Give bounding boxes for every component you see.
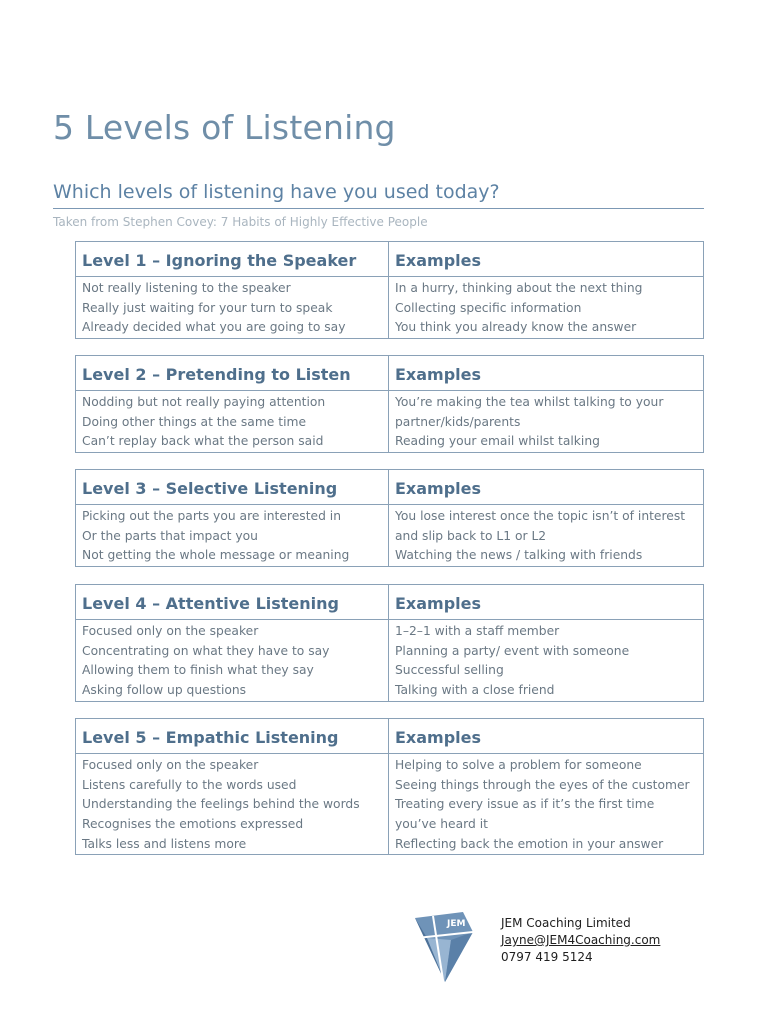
contact-block — [501, 915, 660, 966]
source-note: Taken from Stephen Covey: 7 Habits of Highly Effective People — [53, 215, 428, 229]
logo-text: JEM — [447, 919, 466, 929]
example-line: You lose interest once the topic isn’t of interest — [395, 509, 686, 523]
description-line: Picking out the parts you are interested in — [82, 509, 342, 523]
example-line: and slip back to L1 or L2 — [395, 528, 547, 543]
example-line: you’ve heard it — [395, 817, 488, 832]
example-line: partner/kids/parents — [395, 414, 521, 429]
phone-number: 0797 419 5124 — [501, 950, 593, 964]
level-examples — [389, 620, 704, 702]
description-line: Listens carefully to the words used — [82, 777, 297, 792]
description-line: Focused only on the speaker — [82, 624, 259, 638]
level-descriptions — [76, 505, 389, 567]
examples-heading: Examples — [389, 719, 704, 754]
page-title: 5 Levels of Listening — [53, 108, 396, 147]
example-line: Reflecting back the emotion in your answer — [395, 836, 664, 851]
example-line: Collecting specific information — [395, 300, 582, 315]
example-line: 1–2–1 with a staff member — [395, 624, 560, 638]
description-line: Not getting the whole message or meaning — [82, 548, 350, 563]
level-descriptions — [76, 620, 389, 702]
description-line: Already decided what you are going to say — [82, 320, 346, 335]
description-line: Recognises the emotions expressed — [82, 817, 304, 832]
example-line: Planning a party/ event with someone — [395, 643, 630, 658]
example-line: Talking with a close friend — [395, 683, 555, 698]
example-line: Seeing things through the eyes of the customer — [395, 777, 690, 792]
description-line: Understanding the feelings behind the words — [82, 797, 360, 812]
level-4-table — [75, 584, 704, 702]
level-descriptions — [76, 391, 389, 453]
jem-logo-icon — [413, 910, 477, 984]
example-line: Watching the news / talking with friends — [395, 548, 643, 563]
example-line: Reading your email whilst talking — [395, 434, 600, 449]
example-line: Successful selling — [395, 663, 504, 678]
description-line: Nodding but not really paying attention — [82, 395, 326, 409]
example-line: You’re making the tea whilst talking to your — [395, 395, 664, 409]
description-line: Talks less and listens more — [82, 836, 247, 851]
level-examples — [389, 391, 704, 453]
example-line: You think you already know the answer — [395, 320, 637, 335]
level-descriptions — [76, 754, 389, 855]
level-heading: Level 2 – Pretending to Listen — [76, 356, 389, 391]
level-heading: Level 5 – Empathic Listening — [76, 719, 389, 754]
description-line: Allowing them to finish what they say — [82, 663, 314, 678]
description-line: Doing other things at the same time — [82, 414, 307, 429]
page-subtitle: Which levels of listening have you used today? — [53, 181, 704, 209]
description-line: Focused only on the speaker — [82, 758, 259, 772]
footer — [413, 905, 713, 985]
company-name: JEM Coaching Limited — [501, 916, 631, 930]
level-3-table — [75, 469, 704, 567]
level-heading: Level 1 – Ignoring the Speaker — [76, 242, 389, 277]
level-1-table — [75, 241, 704, 339]
example-line: Treating every issue as if it’s the first time — [395, 797, 655, 812]
description-line: Really just waiting for your turn to speak — [82, 300, 333, 315]
level-examples — [389, 505, 704, 567]
level-examples — [389, 754, 704, 855]
description-line: Or the parts that impact you — [82, 528, 258, 543]
description-line: Concentrating on what they have to say — [82, 643, 330, 658]
example-line: Helping to solve a problem for someone — [395, 758, 642, 772]
examples-heading: Examples — [389, 242, 704, 277]
level-2-table — [75, 355, 704, 453]
level-examples — [389, 277, 704, 339]
level-heading: Level 3 – Selective Listening — [76, 470, 389, 505]
description-line: Asking follow up questions — [82, 683, 247, 698]
level-heading: Level 4 – Attentive Listening — [76, 585, 389, 620]
example-line: In a hurry, thinking about the next thing — [395, 281, 643, 295]
examples-heading: Examples — [389, 585, 704, 620]
examples-heading: Examples — [389, 470, 704, 505]
description-line: Can’t replay back what the person said — [82, 434, 324, 449]
level-5-table — [75, 718, 704, 855]
examples-heading: Examples — [389, 356, 704, 391]
description-line: Not really listening to the speaker — [82, 281, 291, 295]
level-descriptions — [76, 277, 389, 339]
email-link[interactable]: Jayne@JEM4Coaching.com — [501, 933, 661, 947]
